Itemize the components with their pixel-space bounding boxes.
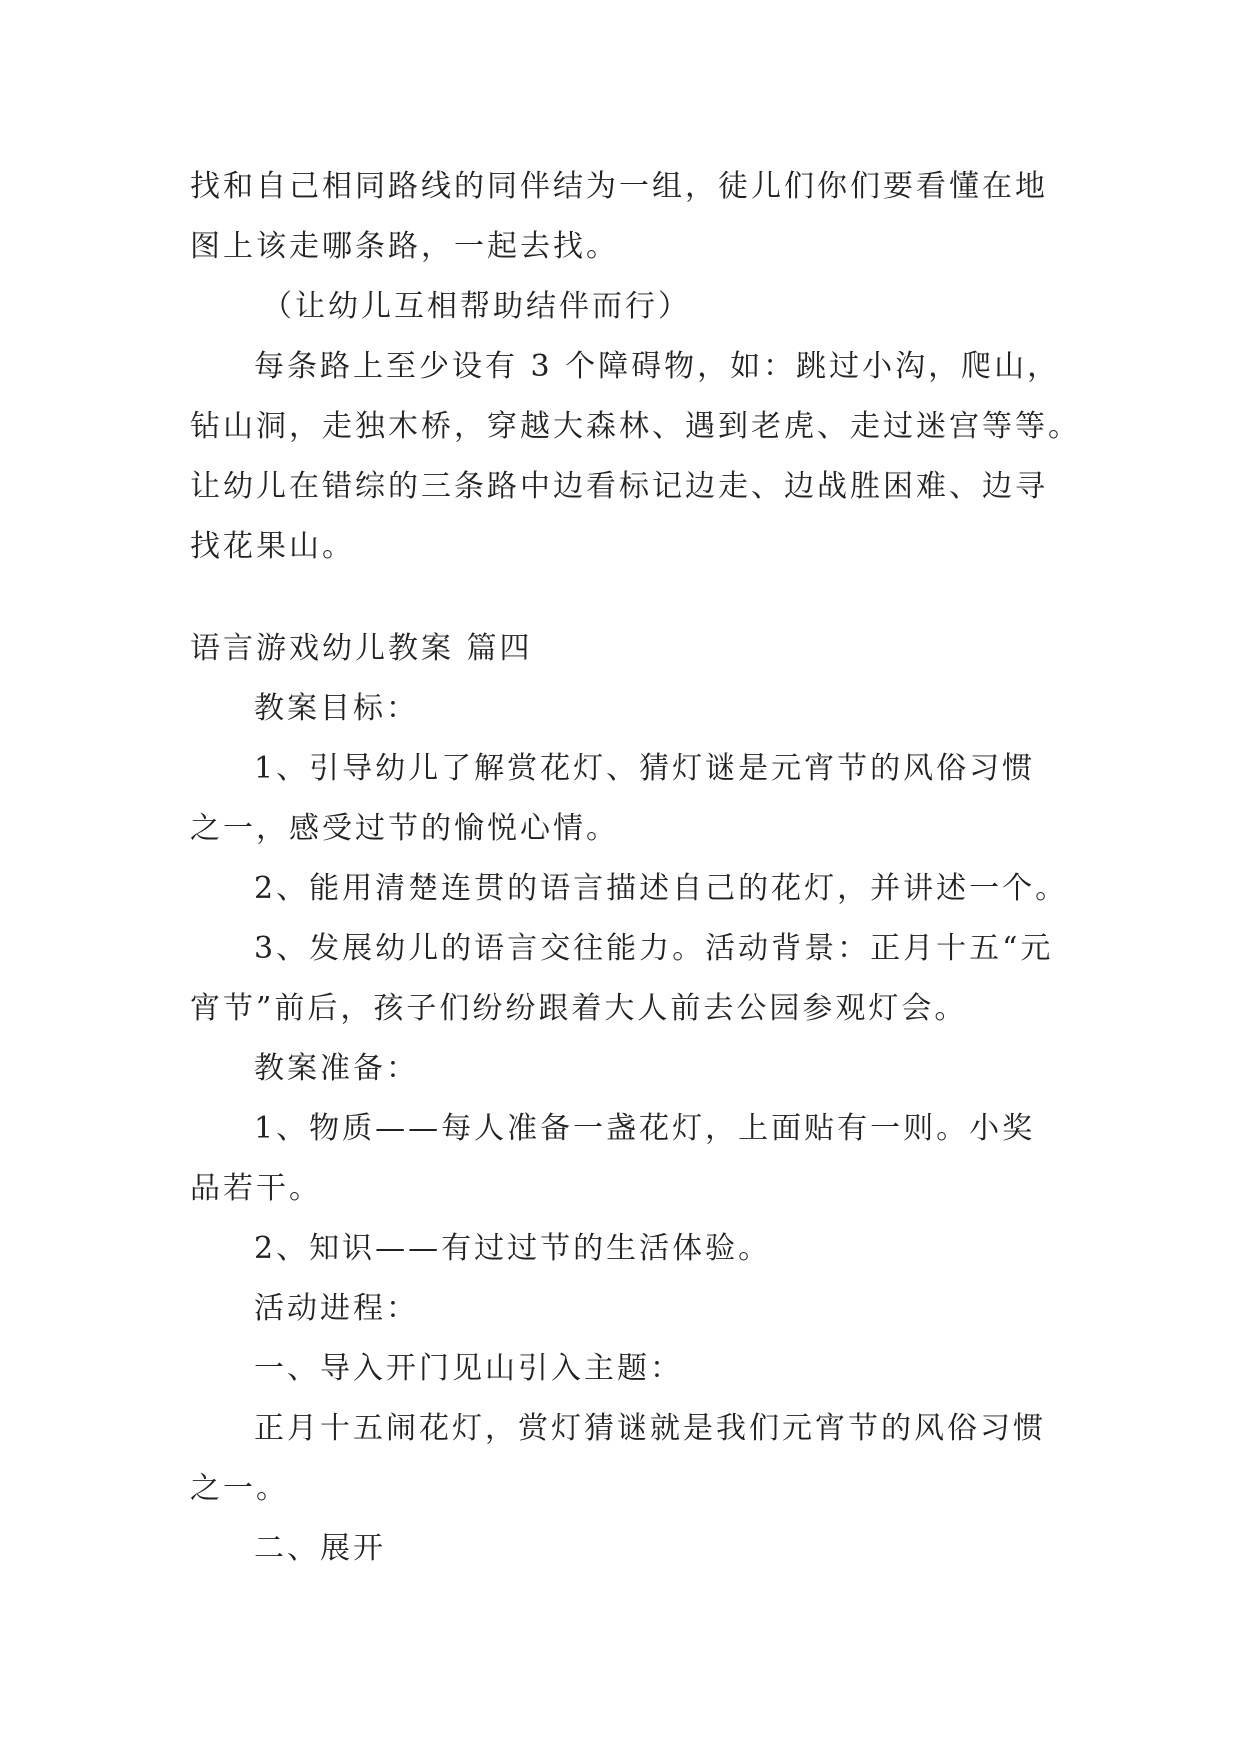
prep-item-1: 1、物质——每人准备一盏花灯，上面贴有一则。小奖 bbox=[254, 1111, 1036, 1146]
prep-heading: 教案准备： bbox=[254, 1051, 419, 1086]
prep-item-1-cont: 品若干。 bbox=[190, 1171, 322, 1206]
paragraph-line: 图上该走哪条路，一起去找。 bbox=[190, 229, 619, 264]
section-title: 语言游戏幼儿教案 篇四 bbox=[190, 631, 533, 666]
paragraph-line: 让幼儿在错综的三条路中边看标记边走、边战胜困难、边寻 bbox=[190, 469, 1048, 504]
goal-item-3: 3、发展幼儿的语言交往能力。活动背景：正月十五“元 bbox=[254, 931, 1054, 966]
paragraph-note: （让幼儿互相帮助结伴而行） bbox=[262, 289, 691, 324]
goal-item-1: 1、引导幼儿了解赏花灯、猜灯谜是元宵节的风俗习惯 bbox=[254, 751, 1036, 786]
paragraph-line: 找花果山。 bbox=[190, 529, 355, 564]
document-body bbox=[190, 157, 1081, 1579]
process-heading: 活动进程： bbox=[254, 1291, 419, 1326]
step1-heading: 一、导入开门见山引入主题： bbox=[254, 1351, 683, 1386]
goals-heading: 教案目标： bbox=[254, 691, 419, 726]
goal-item-2: 2、能用清楚连贯的语言描述自己的花灯，并讲述一个。 bbox=[254, 871, 1069, 906]
goal-item-1-cont: 之一，感受过节的愉悦心情。 bbox=[190, 811, 619, 846]
prep-item-2: 2、知识——有过过节的生活体验。 bbox=[254, 1231, 772, 1266]
goal-item-3-cont: 宵节”前后，孩子们纷纷跟着大人前去公园参观灯会。 bbox=[190, 991, 968, 1026]
step1-text: 正月十五闹花灯，赏灯猜谜就是我们元宵节的风俗习惯 bbox=[254, 1411, 1046, 1446]
paragraph-line: 找和自己相同路线的同伴结为一组，徒儿们你们要看懂在地 bbox=[190, 169, 1048, 204]
section-gap bbox=[190, 577, 1060, 619]
paragraph-line: 钻山洞，走独木桥，穿越大森林、遇到老虎、走过迷宫等等。 bbox=[190, 409, 1081, 444]
paragraph-line: 每条路上至少设有 3 个障碍物，如：跳过小沟，爬山， bbox=[254, 349, 1061, 384]
step2-heading: 二、展开 bbox=[254, 1531, 386, 1566]
step1-text-cont: 之一。 bbox=[190, 1471, 289, 1506]
